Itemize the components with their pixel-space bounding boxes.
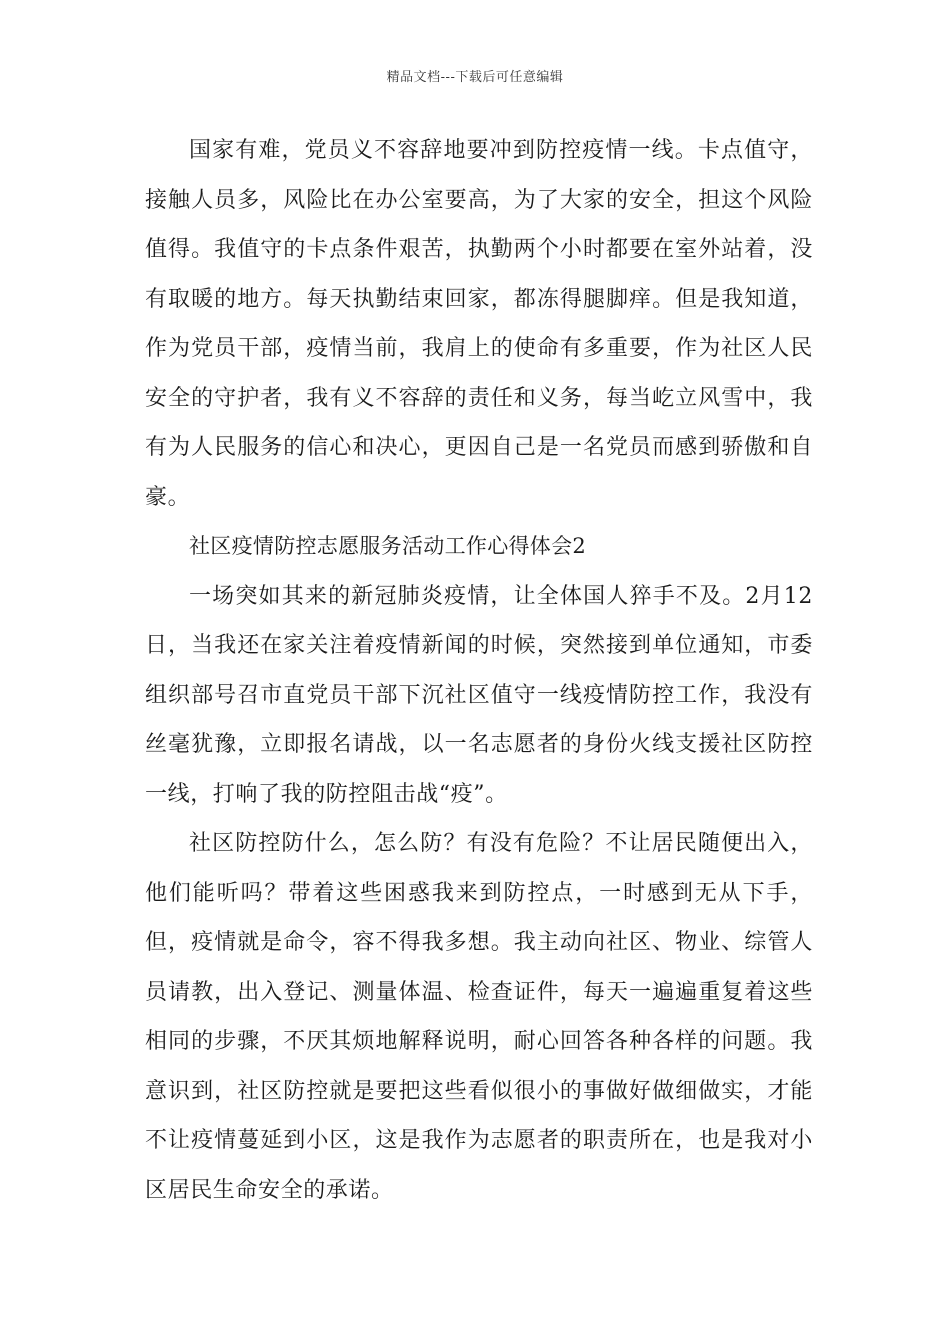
document-body <box>145 126 813 1215</box>
paragraph-3: 社区防控防什么，怎么防？有没有危险？不让居民随便出入，他们能听吗？带着这些困惑我来到防控点，一时感到无从下手，但，疫情就是命令，容不得我多想。我主动向社区、物业、综管人员请教，出入登记、测量体温、检查证件，每天一遍遍重复着这些相同的步骤，不厌其烦地解释说明，耐心回答各种各样的问题。我意识到，社区防控就是要把这些看似很小的事做好做细做实，才能不让疫情蔓延到小区，这是我作为志愿者的职责所在，也是我对小区居民生命安全的承诺。 <box>145 831 813 1203</box>
paragraph-1: 国家有难，党员义不容辞地要冲到防控疫情一线。卡点值守，接触人员多，风险比在办公室要高，为了大家的安全，担这个风险值得。我值守的卡点条件艰苦，执勤两个小时都要在室外站着，没有取暖的地方。每天执勤结束回家，都冻得腿脚痒。但是我知道，作为党员干部，疫情当前，我肩上的使命有多重要，作为社区人民安全的守护者，我有义不容辞的责任和义务，每当屹立风雪中，我有为人民服务的信心和决心，更因自己是一名党员而感到骄傲和自豪。 <box>145 138 813 510</box>
section-heading: 社区疫情防控志愿服务活动工作心得体会2 <box>189 534 587 558</box>
paragraph-2: 一场突如其来的新冠肺炎疫情，让全体国人猝手不及。2月12日，当我还在家关注着疫情新闻的时候，突然接到单位通知，市委组织部号召市直党员干部下沉社区值守一线疫情防控工作，我没有丝毫犹豫，立即报名请战，以一名志愿者的身份火线支援社区防控一线，打响了我的防控阻击战“疫”。 <box>145 583 813 807</box>
page-header: 精品文档---下载后可任意编辑 <box>386 70 564 85</box>
